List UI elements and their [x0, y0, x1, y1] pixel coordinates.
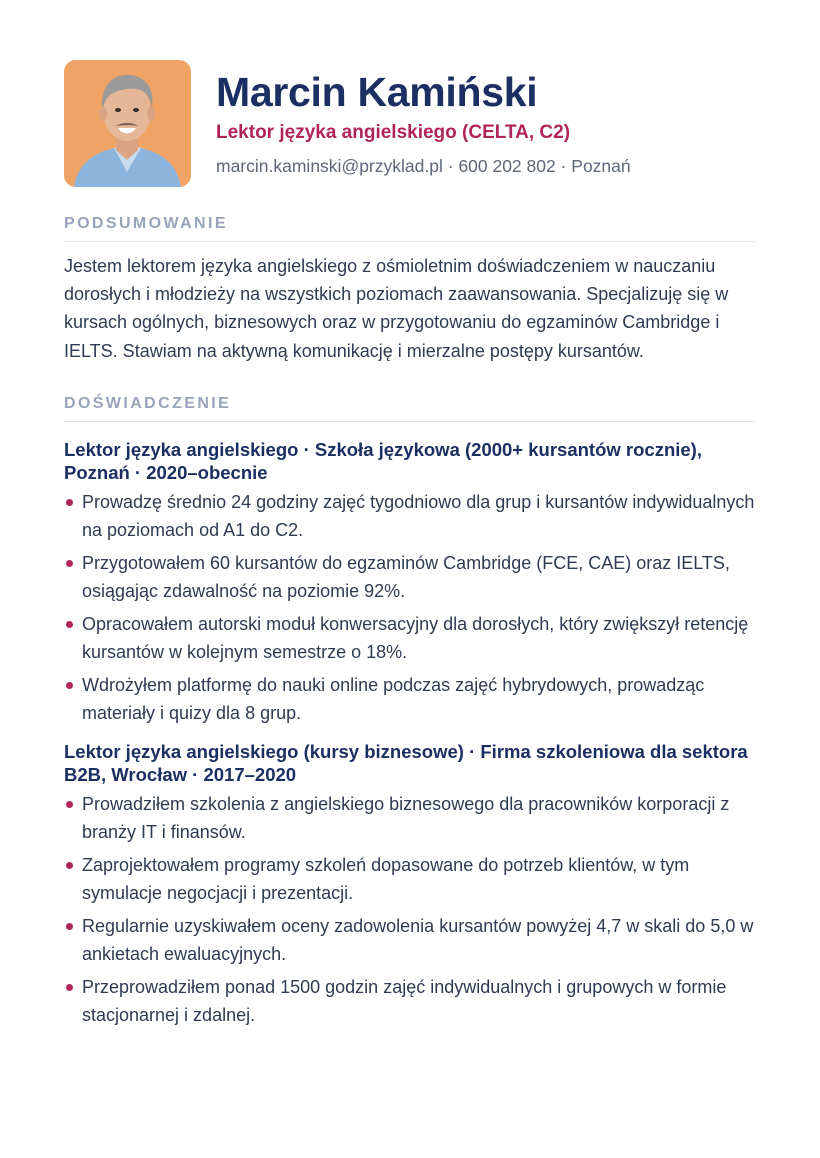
section-title-summary: PODSUMOWANIE: [64, 215, 756, 242]
job-bullets: [64, 790, 756, 1030]
job-entry: [64, 740, 756, 1030]
bullet-dot-icon: [66, 862, 73, 869]
bullet-text: Prowadziłem szkolenia z angielskiego biznesowego dla pracowników korporacji z branży IT i finansów.: [82, 793, 730, 843]
bullet-text: Prowadzę średnio 24 godziny zajęć tygodniowo dla grup i kursantów indywidualnych na poziomach od A1 do C2.: [82, 491, 755, 541]
bullet-dot-icon: [66, 682, 73, 689]
bullet-text: Regularnie uzyskiwałem oceny zadowolenia kursantów powyżej 4,7 w skali do 5,0 w ankietach ewaluacyjnych.: [82, 915, 754, 965]
bullet-item: [64, 912, 756, 969]
bullet-dot-icon: [66, 560, 73, 567]
bullet-text: Zaprojektowałem programy szkoleń dopasowane do potrzeb klientów, w tym symulacje negocjacji i prezentacji.: [82, 854, 690, 904]
header-text: [216, 60, 631, 178]
bullet-item: [64, 671, 756, 728]
bullet-dot-icon: [66, 499, 73, 506]
bullet-item: [64, 790, 756, 847]
job-bullets: [64, 488, 756, 728]
contact-info: marcin.kaminski@przyklad.pl · 600 202 802 · Poznań: [216, 156, 631, 176]
bullet-dot-icon: [66, 621, 73, 628]
bullet-item: [64, 851, 756, 908]
profile-photo: [64, 60, 191, 187]
person-photo-icon: [64, 60, 191, 187]
bullet-text: Opracowałem autorski moduł konwersacyjny dla dorosłych, który zwiększył retencję kursantów w kolejnym semestrze o 18%.: [82, 613, 749, 663]
resume-header: [64, 60, 756, 187]
bullet-text: Przygotowałem 60 kursantów do egzaminów Cambridge (FCE, CAE) oraz IELTS, osiągając zdawalność na poziomie 92%.: [82, 552, 730, 602]
bullet-text: Przeprowadziłem ponad 1500 godzin zajęć indywidualnych i grupowych w formie stacjonarnej i zdalnej.: [82, 976, 727, 1026]
job-role: Lektor języka angielskiego (CELTA, C2): [216, 122, 571, 143]
section-title-experience: DOŚWIADCZENIE: [64, 395, 756, 422]
job-entry: [64, 438, 756, 728]
bullet-dot-icon: [66, 923, 73, 930]
job-title: Lektor języka angielskiego (kursy biznesowe) · Firma szkoleniowa dla sektora B2B, Wrocław · 2017–2020: [64, 740, 748, 785]
bullet-text: Wdrożyłem platformę do nauki online podczas zajęć hybrydowych, prowadząc materiały i quizy dla 8 grup.: [82, 674, 705, 724]
bullet-item: [64, 549, 756, 606]
bullet-item: [64, 610, 756, 667]
bullet-item: [64, 973, 756, 1030]
summary-text: Jestem lektorem języka angielskiego z ośmioletnim doświadczeniem w nauczaniu dorosłych i młodzieży na wszystkich poziomach zaawansowania. Specjalizuję się w kursach ogólnych, biznesowych oraz w przygotowaniu do egzaminów Cambridge i IELTS. Stawiam na aktywną komunikację i mierzalne postępy kursantów.: [64, 256, 729, 361]
job-title: Lektor języka angielskiego · Szkoła językowa (2000+ kursantów rocznie), Poznań · 2020–obecnie: [64, 438, 702, 483]
bullet-item: [64, 488, 756, 545]
bullet-dot-icon: [66, 984, 73, 991]
bullet-dot-icon: [66, 801, 73, 808]
person-name: Marcin Kamiński: [216, 69, 538, 115]
